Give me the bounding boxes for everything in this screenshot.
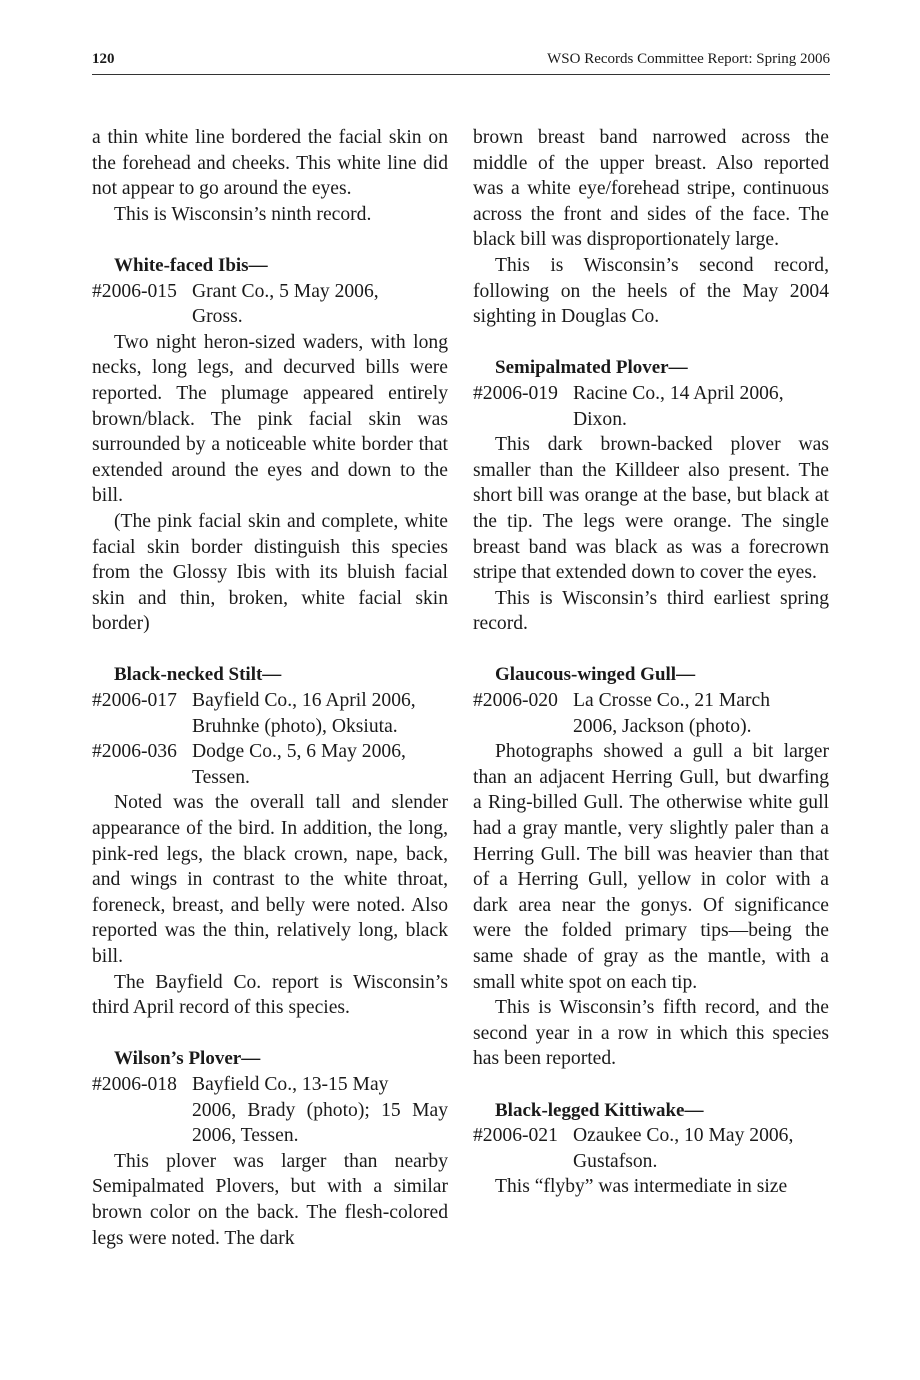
species-heading-wilsons-plover: Wilson’s Plover— xyxy=(114,1048,261,1070)
species-note: (The pink facial skin and complete, white facial skin border distinguish this species from the Glossy Ibis with its bluish facial skin and thin, broken, white facial skin border) xyxy=(92,510,448,635)
species-heading-white-faced-ibis: White-faced Ibis— xyxy=(114,254,268,276)
record-number: #2006-017 xyxy=(92,690,177,712)
record-observer: Gross. xyxy=(192,306,243,328)
running-head: WSO Records Committee Report: Spring 2006 xyxy=(547,51,830,67)
record-entry xyxy=(92,279,448,330)
record-location-date: La Crosse Co., 21 March xyxy=(573,690,770,712)
species-heading-semipalmated-plover: Semipalmated Plover— xyxy=(495,357,688,379)
page-header xyxy=(92,48,830,75)
record-location-date: Racine Co., 14 April 2006, xyxy=(573,382,784,404)
species-description-continued: brown breast band narrowed across the middle of the upper breast. Also reported was a white eye/forehead stripe, continuous across the front and sides of the face. The black bill was disproportionately large. xyxy=(473,127,829,251)
intro-paragraph: a thin white line bordered the facial skin on the forehead and cheeks. This white line did not appear to go around the eyes. xyxy=(92,127,448,200)
record-location-date: Ozaukee Co., 10 May 2006, xyxy=(573,1125,794,1147)
species-heading-black-legged-kittiwake: Black-legged Kittiwake— xyxy=(495,1099,704,1121)
record-observer: 2006, Brady (photo); 15 May 2006, Tessen. xyxy=(192,1099,448,1147)
record-entry xyxy=(92,1072,448,1149)
species-note: This is Wisconsin’s fifth record, and the second year in a row in which this species has been reported. xyxy=(473,997,829,1070)
record-observer: Dixon. xyxy=(573,408,627,430)
record-number: #2006-018 xyxy=(92,1073,177,1095)
record-number: #2006-015 xyxy=(92,280,177,302)
record-number: #2006-036 xyxy=(92,741,177,763)
record-location-date: Bayfield Co., 13-15 May xyxy=(192,1073,389,1095)
species-description: Noted was the overall tall and slender appearance of the bird. In addition, the long, pink-red legs, the black crown, nape, back, and wings in contrast to the white throat, foreneck, breast, and belly were noted. Also reported was the thin, relatively long, black bill. xyxy=(92,792,448,967)
record-location-date: Bayfield Co., 16 April 2006, xyxy=(192,690,416,712)
species-note: This is Wisconsin’s third earliest spring record. xyxy=(473,587,829,635)
record-number: #2006-020 xyxy=(473,690,558,712)
species-description: This plover was larger than nearby Semipalmated Plovers, but with a similar brown color on the back. The flesh-colored legs were noted. The dark xyxy=(92,1150,448,1249)
record-number: #2006-019 xyxy=(473,382,558,404)
left-column xyxy=(92,125,448,1251)
record-entry xyxy=(473,1123,829,1174)
record-location-date: Grant Co., 5 May 2006, xyxy=(192,280,379,302)
species-description: Two night heron-sized waders, with long necks, long legs, and decurved bills were reported. The plumage appeared entirely brown/black. The pink facial skin was surrounded by a noticeable white border that extended around the eyes and down to the bill. xyxy=(92,331,448,507)
right-column xyxy=(473,125,829,1200)
species-description: This “flyby” was intermediate in size xyxy=(495,1176,788,1198)
species-description: This dark brown-backed plover was smaller than the Killdeer also present. The short bill was orange at the base, but black at the tip. The legs were orange. The single breast band was black as was a forecrown stripe that extended down to cover the eyes. xyxy=(473,434,829,584)
record-observer: 2006, Jackson (photo). xyxy=(573,715,752,737)
species-note: The Bayfield Co. report is Wisconsin’s third April record of this species. xyxy=(92,971,448,1019)
intro-record-note: This is Wisconsin’s ninth record. xyxy=(114,203,372,225)
record-observer: Gustafson. xyxy=(573,1150,658,1172)
species-heading-black-necked-stilt: Black-necked Stilt— xyxy=(114,664,282,686)
record-entry xyxy=(473,381,829,432)
record-entry xyxy=(473,688,829,739)
record-location-date: Dodge Co., 5, 6 May 2006, xyxy=(192,741,406,763)
species-heading-glaucous-winged-gull: Glaucous-winged Gull— xyxy=(495,664,696,686)
record-observer: Tessen. xyxy=(192,766,250,788)
record-entry xyxy=(92,688,448,739)
page-number: 120 xyxy=(92,51,115,67)
species-description: Photographs showed a gull a bit larger than an adjacent Herring Gull, but dwarfing a Ring-billed Gull. The otherwise white gull had a gray mantle, very slightly paler than a Herring Gull. The bill was heavier than that of a Herring Gull, yellow in color with a dark area near the gonys. Of significance were the folded primary tips—being the same shade of gray as the mantle, with a small white spot on each tip. xyxy=(473,741,829,993)
record-entry xyxy=(92,739,448,790)
record-number: #2006-021 xyxy=(473,1125,558,1147)
species-note: This is Wisconsin’s second record, following on the heels of the May 2004 sighting in Douglas Co. xyxy=(473,254,829,328)
record-observer: Bruhnke (photo), Oksiuta. xyxy=(192,715,398,737)
